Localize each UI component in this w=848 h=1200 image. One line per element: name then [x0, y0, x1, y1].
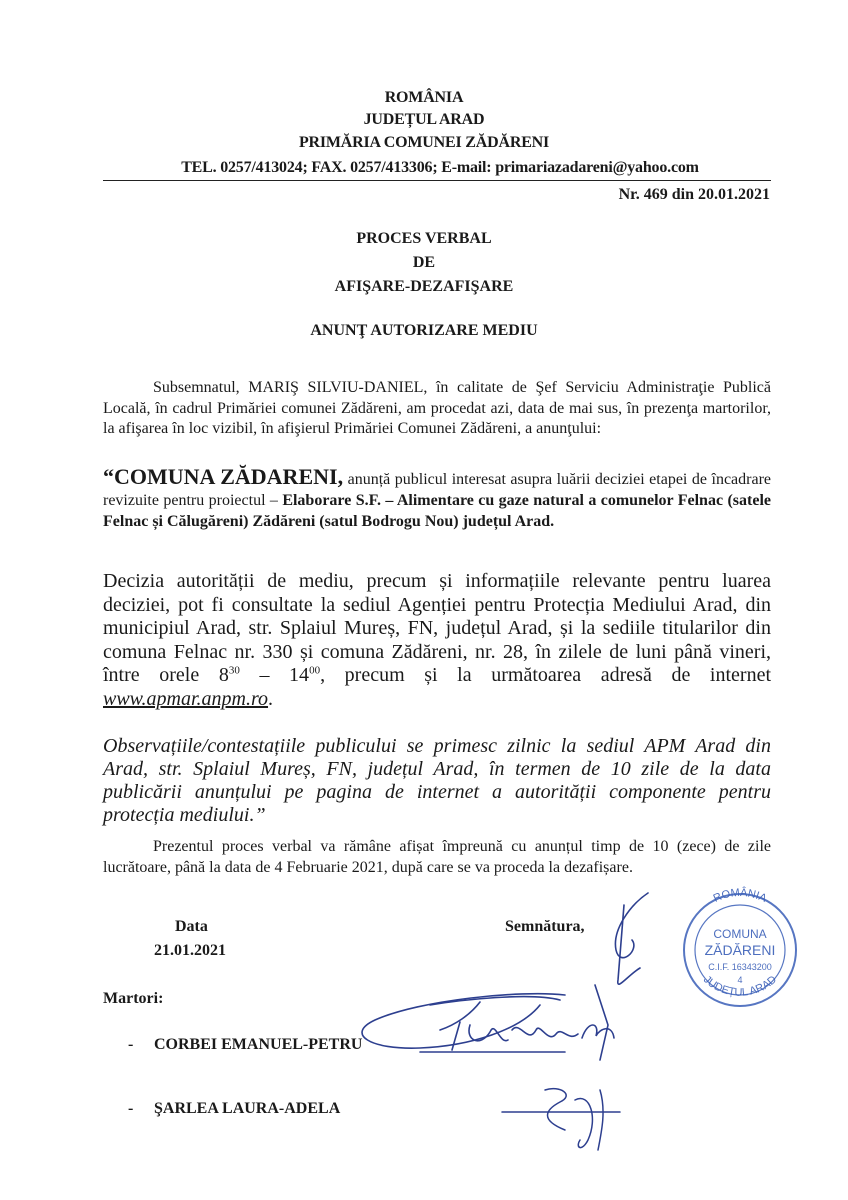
witness-signature: [502, 1089, 620, 1150]
stamp-top-text: ROMÂNIA: [711, 886, 769, 905]
handwritten-signature: [362, 893, 648, 1060]
hour-start-sup: 30: [228, 664, 240, 677]
subject-title: ANUNŢ AUTORIZARE MEDIU: [310, 322, 538, 339]
notice-name: “COMUNA ZĂDARENI,: [103, 464, 344, 489]
stamp-line-3: C.I.F. 16343200: [708, 962, 772, 972]
intro-paragraph: Subsemnatul, MARIŞ SILVIU-DANIEL, în calitate de Şef Serviciu Administraţie Publică Locală, în cadrul Primăriei comunei Zădăreni, am procedat azi, data de mai sus, în prezenţa martorilor, la afişarea în loc vizibil, în afişierul Primăriei Comunei Zădăreni, a anunţului:: [103, 379, 771, 437]
stamp-bottom-text: JUDEȚUL ARAD: [700, 973, 780, 999]
witness-name-2: ŞARLEA LAURA-ADELA: [154, 1100, 341, 1117]
decision-text-a: Decizia autorității de mediu, precum și informațiile relevante pentru luarea deciziei, pot fi consultate la sediul Agenției pentru Protecția Mediului Arad, din municipiul Arad, str. Splaiul Mureș, FN, județul Arad, și la sediile titularilor din comuna Felnac nr. 330 și comuna Zădăreni, nr. 28, în zilele de luni până vineri, între orele 8: [103, 570, 771, 686]
decision-text-b: – 14: [239, 664, 310, 686]
title-line-2: DE: [412, 254, 436, 271]
stamp-line-1: COMUNA: [713, 927, 767, 941]
title-line-3: AFIŞARE-DEZAFIŞARE: [334, 278, 514, 295]
stamp-line-4: 4: [737, 975, 743, 985]
hour-end-sup: 00: [309, 664, 321, 677]
witnesses-label: Martori:: [103, 990, 164, 1007]
observations-paragraph: Observațiile/contestațiile publicului se primesc zilnic la sediul APM Arad din Arad, str. Splaiul Mureș, FN, județul Arad, în termen de 10 zile de la data publicării anunțului pe pagina de internet a autorității componente pentru protecția mediului.”: [103, 735, 771, 826]
witness-name-1: CORBEI EMANUEL-PETRU: [154, 1036, 363, 1053]
list-dash: -: [128, 1036, 134, 1053]
stamp-line-2: ZĂDĂRENI: [704, 942, 776, 958]
signature-label: Semnătura,: [505, 918, 585, 935]
notice-text: anunță publicul interesat asupra luării deciziei etapei de încadrare revizuite pentru proiectul –: [103, 471, 771, 509]
list-dash: -: [128, 1100, 134, 1117]
notice-period: .: [550, 513, 555, 530]
decision-text-c: , precum și la următoarea adresă de internet: [320, 664, 772, 686]
website-link[interactable]: www.apmar.anpm.ro: [103, 687, 269, 710]
closing-paragraph: Prezentul proces verbal va rămâne afișat împreună cu anunțul timp de 10 (zece) de zile lucrătoare, până la data de 4 Februarie 2021, după care se va proceda la dezafișare.: [103, 838, 771, 876]
project-name: Elaborare S.F. – Alimentare cu gaze natural a comunelor Felnac (satele Felnac și Călugăreni) Zădăreni (satul Bodrogu Nou) județul Arad: [103, 492, 771, 530]
registration-number: Nr. 469 din 20.01.2021: [618, 186, 770, 203]
title-line-1: PROCES VERBAL: [356, 230, 492, 247]
date-label: Data: [175, 918, 208, 935]
header-country: ROMÂNIA: [384, 89, 464, 106]
header-county: JUDEȚUL ARAD: [363, 111, 485, 128]
header-contact: TEL. 0257/413024; FAX. 0257/413306; E-mail: primariazadareni@yahoo.com: [181, 159, 699, 176]
decision-text-d: .: [268, 687, 274, 710]
header-institution: PRIMĂRIA COMUNEI ZĂDĂRENI: [298, 134, 550, 151]
date-value: 21.01.2021: [154, 942, 226, 959]
